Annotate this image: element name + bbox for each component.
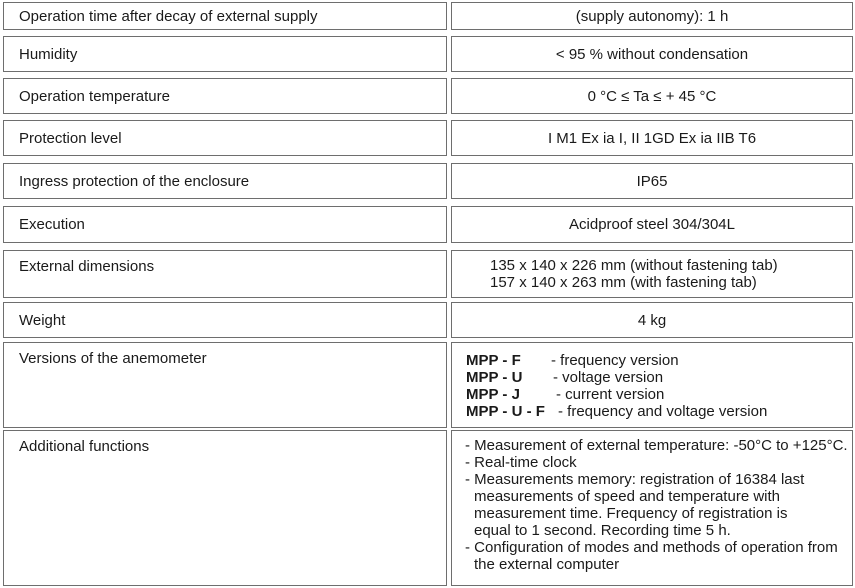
spec-value-execution: Acidproof steel 304/304L: [451, 206, 853, 243]
spec-value-supply-autonomy: (supply autonomy): 1 h: [451, 2, 853, 30]
dimensions-line: 157 x 140 x 263 mm (with fastening tab): [490, 274, 757, 291]
spec-value-operation-temperature: 0 °C ≤ Ta ≤ + 45 °C: [451, 78, 853, 114]
version-description: - frequency and voltage version: [558, 403, 768, 420]
spec-label-execution: Execution: [3, 206, 447, 243]
spec-value-ingress-protection: IP65: [451, 163, 853, 199]
function-line: measurement time. Frequency of registration is: [474, 505, 788, 522]
function-line: - Measurement of external temperature: -50°C to +125°C.: [465, 437, 848, 454]
spec-value-protection-level: I M1 Ex ia I, II 1GD Ex ia IIB T6: [451, 120, 853, 156]
version-description: - frequency version: [551, 352, 679, 369]
function-line: - Measurements memory: registration of 16384 last: [465, 471, 805, 488]
version-code: MPP - U: [466, 369, 523, 386]
spec-label-external-dimensions: External dimensions: [3, 250, 447, 298]
spec-label-operation-temperature: Operation temperature: [3, 78, 447, 114]
spec-value-weight: 4 kg: [451, 302, 853, 338]
function-line: - Configuration of modes and methods of operation from: [465, 539, 838, 556]
version-row: [466, 403, 852, 420]
spec-value-external-dimensions: [451, 250, 853, 298]
spec-value-additional-functions: [451, 430, 853, 586]
spec-value-humidity: < 95 % without condensation: [451, 36, 853, 72]
version-description: - current version: [556, 386, 665, 403]
version-row: [466, 352, 852, 369]
spec-label-humidity: Humidity: [3, 36, 447, 72]
spec-label-weight: Weight: [3, 302, 447, 338]
function-line: measurements of speed and temperature with: [474, 488, 780, 505]
spec-label-ingress-protection: Ingress protection of the enclosure: [3, 163, 447, 199]
version-code: MPP - U - F: [466, 403, 545, 420]
version-row: [466, 386, 852, 403]
spec-label-additional-functions: Additional functions: [3, 430, 447, 586]
version-row: [466, 369, 852, 386]
function-line: the external computer: [474, 556, 620, 573]
spec-label-versions: Versions of the anemometer: [3, 342, 447, 428]
version-code: MPP - J: [466, 386, 520, 403]
spec-label-supply-autonomy: Operation time after decay of external supply: [3, 2, 447, 30]
dimensions-line: 135 x 140 x 226 mm (without fastening tab): [490, 257, 778, 274]
spec-value-versions: [451, 342, 853, 428]
function-line: equal to 1 second. Recording time 5 h.: [474, 522, 731, 539]
version-code: MPP - F: [466, 352, 521, 369]
function-line: - Real-time clock: [465, 454, 577, 471]
version-description: - voltage version: [553, 369, 664, 386]
spec-label-protection-level: Protection level: [3, 120, 447, 156]
